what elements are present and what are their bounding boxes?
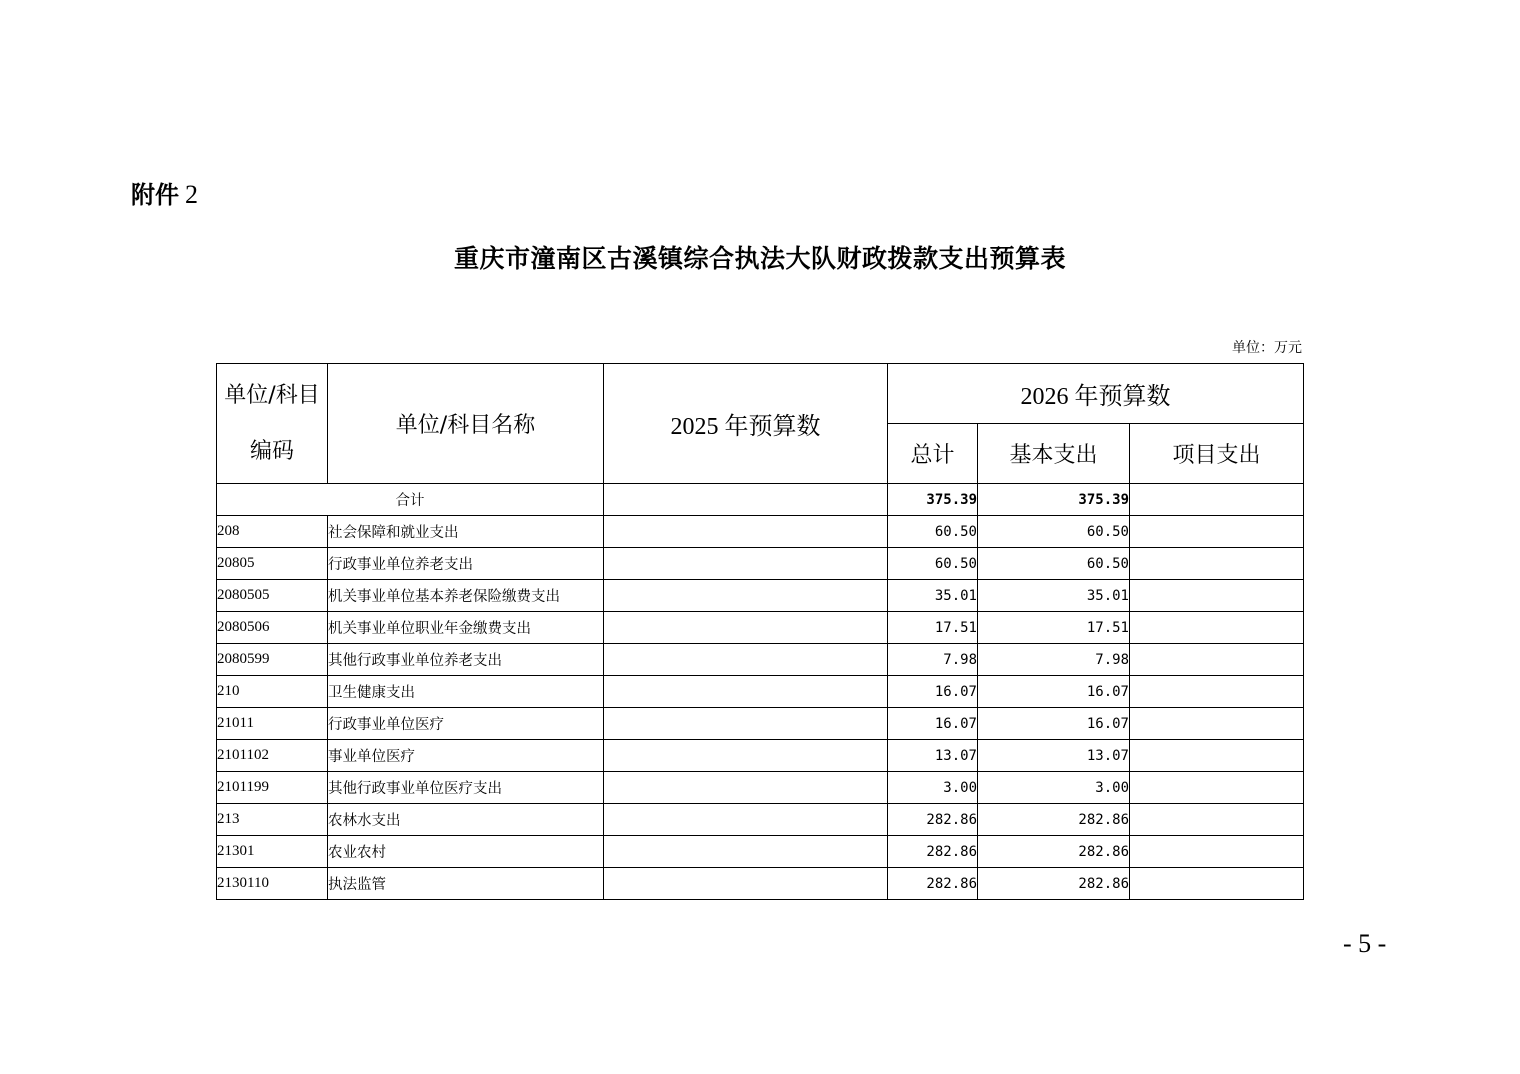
row-code: 208 — [217, 516, 328, 548]
row-prev — [604, 612, 888, 644]
header-code-line2: 编码 — [249, 438, 294, 464]
header-name: 单位/科目名称 — [328, 364, 604, 484]
header-code — [217, 364, 328, 484]
table-row — [217, 612, 1304, 644]
row-basic: 60.50 — [978, 548, 1130, 580]
row-prev — [604, 516, 888, 548]
header-project: 项目支出 — [1130, 424, 1304, 484]
table-row — [217, 548, 1304, 580]
row-prev — [604, 580, 888, 612]
row-name: 事业单位医疗 — [328, 740, 604, 772]
row-total: 60.50 — [888, 548, 978, 580]
row-basic: 16.07 — [978, 676, 1130, 708]
row-project — [1130, 676, 1304, 708]
header-code-line1: 单位/科目 — [224, 382, 320, 408]
row-total: 282.86 — [888, 804, 978, 836]
table-row — [217, 804, 1304, 836]
row-basic: 3.00 — [978, 772, 1130, 804]
header-basic: 基本支出 — [978, 424, 1130, 484]
total-project — [1130, 484, 1304, 516]
table-body — [217, 484, 1304, 900]
total-basic: 375.39 — [978, 484, 1130, 516]
row-name: 农业农村 — [328, 836, 604, 868]
row-prev — [604, 676, 888, 708]
row-total: 17.51 — [888, 612, 978, 644]
row-project — [1130, 868, 1304, 900]
row-basic: 17.51 — [978, 612, 1130, 644]
row-total: 16.07 — [888, 708, 978, 740]
row-basic: 7.98 — [978, 644, 1130, 676]
row-name: 其他行政事业单位养老支出 — [328, 644, 604, 676]
attachment-label — [131, 177, 198, 213]
table-row — [217, 516, 1304, 548]
row-name: 社会保障和就业支出 — [328, 516, 604, 548]
page-number: - 5 - — [1343, 929, 1387, 958]
row-total: 282.86 — [888, 836, 978, 868]
row-basic: 16.07 — [978, 708, 1130, 740]
budget-table — [216, 363, 1304, 900]
row-code: 2080505 — [217, 580, 328, 612]
row-project — [1130, 548, 1304, 580]
table-row — [217, 836, 1304, 868]
total-total: 375.39 — [888, 484, 978, 516]
row-basic: 35.01 — [978, 580, 1130, 612]
total-prev — [604, 484, 888, 516]
row-project — [1130, 580, 1304, 612]
table-row — [217, 772, 1304, 804]
row-project — [1130, 836, 1304, 868]
attachment-text: 附件 — [131, 181, 179, 209]
row-prev — [604, 772, 888, 804]
table-row — [217, 740, 1304, 772]
unit-note: 单位：万元 — [1232, 340, 1302, 356]
row-code: 21011 — [217, 708, 328, 740]
row-prev — [604, 868, 888, 900]
row-basic: 282.86 — [978, 836, 1130, 868]
document-title: 重庆市潼南区古溪镇综合执法大队财政拨款支出预算表 — [453, 244, 1066, 273]
table-row — [217, 676, 1304, 708]
row-project — [1130, 804, 1304, 836]
row-prev — [604, 548, 888, 580]
row-prev — [604, 804, 888, 836]
row-code: 21301 — [217, 836, 328, 868]
row-name: 机关事业单位职业年金缴费支出 — [328, 612, 604, 644]
row-name: 行政事业单位养老支出 — [328, 548, 604, 580]
row-project — [1130, 740, 1304, 772]
total-label: 合计 — [217, 484, 604, 516]
row-prev — [604, 740, 888, 772]
row-code: 2130110 — [217, 868, 328, 900]
row-name: 农林水支出 — [328, 804, 604, 836]
header-prev-year: 2025 年预算数 — [604, 364, 888, 484]
row-code: 2101199 — [217, 772, 328, 804]
row-total: 282.86 — [888, 868, 978, 900]
table-row — [217, 708, 1304, 740]
row-total: 13.07 — [888, 740, 978, 772]
row-name: 卫生健康支出 — [328, 676, 604, 708]
header-total: 总计 — [888, 424, 978, 484]
row-name: 机关事业单位基本养老保险缴费支出 — [328, 580, 604, 612]
table-row — [217, 644, 1304, 676]
row-total: 3.00 — [888, 772, 978, 804]
total-row — [217, 484, 1304, 516]
row-prev — [604, 708, 888, 740]
row-code: 2080506 — [217, 612, 328, 644]
row-name: 执法监管 — [328, 868, 604, 900]
row-total: 35.01 — [888, 580, 978, 612]
row-project — [1130, 644, 1304, 676]
row-prev — [604, 836, 888, 868]
row-basic: 13.07 — [978, 740, 1130, 772]
attachment-number: 2 — [185, 180, 198, 209]
row-code: 213 — [217, 804, 328, 836]
row-name: 其他行政事业单位医疗支出 — [328, 772, 604, 804]
row-project — [1130, 516, 1304, 548]
row-total: 7.98 — [888, 644, 978, 676]
row-basic: 60.50 — [978, 516, 1130, 548]
row-code: 20805 — [217, 548, 328, 580]
table-row — [217, 580, 1304, 612]
header-curr-year: 2026 年预算数 — [888, 364, 1304, 424]
row-total: 16.07 — [888, 676, 978, 708]
row-project — [1130, 772, 1304, 804]
row-basic: 282.86 — [978, 804, 1130, 836]
row-total: 60.50 — [888, 516, 978, 548]
row-project — [1130, 708, 1304, 740]
row-code: 2101102 — [217, 740, 328, 772]
row-name: 行政事业单位医疗 — [328, 708, 604, 740]
row-prev — [604, 644, 888, 676]
row-project — [1130, 612, 1304, 644]
row-code: 2080599 — [217, 644, 328, 676]
table-row — [217, 868, 1304, 900]
row-code: 210 — [217, 676, 328, 708]
row-basic: 282.86 — [978, 868, 1130, 900]
